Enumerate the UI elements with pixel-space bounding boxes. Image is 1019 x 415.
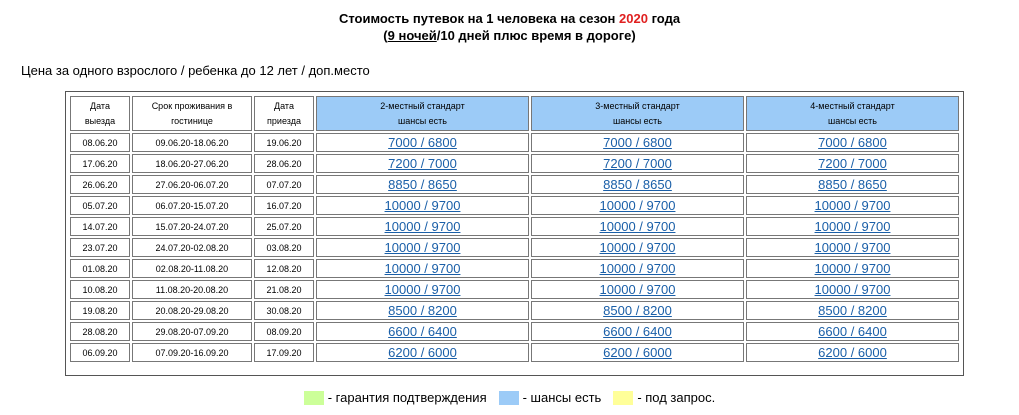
price-link[interactable]: 6600 / 6400 — [603, 324, 672, 339]
arrival-date: 21.08.20 — [254, 280, 314, 299]
table-row — [70, 322, 959, 341]
price-cell — [531, 154, 744, 173]
price-link[interactable]: 7200 / 7000 — [388, 156, 457, 171]
legend-item — [613, 390, 715, 406]
price-link[interactable]: 10000 / 9700 — [599, 219, 676, 234]
arrival-date: 17.09.20 — [254, 343, 314, 362]
price-link[interactable]: 8850 / 8650 — [818, 177, 887, 192]
price-table — [68, 94, 961, 364]
price-link[interactable]: 10000 / 9700 — [599, 240, 676, 255]
price-cell — [531, 238, 744, 257]
departure-date: 28.08.20 — [70, 322, 130, 341]
table-row — [70, 259, 959, 278]
price-cell — [746, 343, 959, 362]
legend-swatch — [304, 391, 324, 405]
price-cell — [746, 154, 959, 173]
departure-date: 10.08.20 — [70, 280, 130, 299]
price-link[interactable]: 8850 / 8650 — [388, 177, 457, 192]
departure-date: 26.06.20 — [70, 175, 130, 194]
header-stay-line1: Срок проживания в — [151, 100, 233, 111]
room-name: 4-местный стандарт — [810, 100, 895, 111]
header-arrival-line2: приезда — [267, 115, 301, 126]
price-link[interactable]: 10000 / 9700 — [814, 282, 891, 297]
stay-period: 24.07.20-02.08.20 — [132, 238, 252, 257]
table-body — [70, 133, 959, 362]
price-cell — [316, 259, 529, 278]
header-room-2 — [316, 96, 529, 131]
price-link[interactable]: 7000 / 6800 — [818, 135, 887, 150]
legend-label: - под запрос. — [637, 389, 716, 405]
departure-date: 06.09.20 — [70, 343, 130, 362]
price-cell — [531, 175, 744, 194]
stay-period: 09.06.20-18.06.20 — [132, 133, 252, 152]
header-stay — [132, 96, 252, 131]
departure-date: 14.07.20 — [70, 217, 130, 236]
table-row — [70, 154, 959, 173]
room-name: 3-местный стандарт — [595, 100, 680, 111]
price-link[interactable]: 6200 / 6000 — [388, 345, 457, 360]
departure-date: 08.06.20 — [70, 133, 130, 152]
arrival-date: 08.09.20 — [254, 322, 314, 341]
price-note: Цена за одного взрослого / ребенка до 12 лет / доп.место — [21, 63, 370, 78]
title-line-2 — [0, 27, 1019, 44]
header-room-3 — [531, 96, 744, 131]
price-link[interactable]: 8500 / 8200 — [603, 303, 672, 318]
price-link[interactable]: 10000 / 9700 — [814, 198, 891, 213]
price-cell — [531, 322, 744, 341]
price-cell — [531, 280, 744, 299]
price-link[interactable]: 8500 / 8200 — [818, 303, 887, 318]
price-link[interactable]: 10000 / 9700 — [814, 261, 891, 276]
price-cell — [531, 343, 744, 362]
title-year: 2020 — [619, 11, 648, 26]
stay-period: 06.07.20-15.07.20 — [132, 196, 252, 215]
price-cell — [316, 175, 529, 194]
departure-date: 23.07.20 — [70, 238, 130, 257]
price-cell — [746, 322, 959, 341]
price-cell — [316, 238, 529, 257]
price-cell — [746, 196, 959, 215]
arrival-date: 19.06.20 — [254, 133, 314, 152]
title-duration: /10 дней плюс время в дороге) — [436, 28, 636, 43]
price-cell — [316, 217, 529, 236]
legend-label: - гарантия подтверждения — [327, 389, 487, 405]
arrival-date: 07.07.20 — [254, 175, 314, 194]
price-cell — [316, 301, 529, 320]
stay-period: 07.09.20-16.09.20 — [132, 343, 252, 362]
departure-date: 01.08.20 — [70, 259, 130, 278]
table-row — [70, 217, 959, 236]
price-cell — [531, 259, 744, 278]
table-row — [70, 343, 959, 362]
price-cell — [746, 238, 959, 257]
stay-period: 27.06.20-06.07.20 — [132, 175, 252, 194]
arrival-date: 16.07.20 — [254, 196, 314, 215]
legend-swatch — [499, 391, 519, 405]
title-nights: 9 ночей — [387, 28, 437, 43]
price-link[interactable]: 6200 / 6000 — [603, 345, 672, 360]
header-arrival-line1: Дата — [274, 100, 294, 111]
price-cell — [746, 175, 959, 194]
price-cell — [746, 133, 959, 152]
stay-period: 02.08.20-11.08.20 — [132, 259, 252, 278]
departure-date: 19.08.20 — [70, 301, 130, 320]
price-link[interactable]: 6600 / 6400 — [818, 324, 887, 339]
price-cell — [316, 154, 529, 173]
price-link[interactable]: 8850 / 8650 — [603, 177, 672, 192]
price-cell — [746, 301, 959, 320]
price-cell — [316, 280, 529, 299]
header-departure — [70, 96, 130, 131]
price-cell — [531, 217, 744, 236]
table-row — [70, 133, 959, 152]
price-cell — [746, 280, 959, 299]
price-link[interactable]: 10000 / 9700 — [384, 219, 461, 234]
table-row — [70, 238, 959, 257]
stay-period: 15.07.20-24.07.20 — [132, 217, 252, 236]
price-link[interactable]: 10000 / 9700 — [384, 261, 461, 276]
price-cell — [316, 322, 529, 341]
price-link[interactable]: 10000 / 9700 — [599, 282, 676, 297]
price-link[interactable]: 10000 / 9700 — [599, 198, 676, 213]
price-cell — [746, 259, 959, 278]
price-link[interactable]: 10000 / 9700 — [384, 198, 461, 213]
legend-swatch — [613, 391, 633, 405]
stay-period: 18.06.20-27.06.20 — [132, 154, 252, 173]
table-row — [70, 175, 959, 194]
price-link[interactable]: 8500 / 8200 — [388, 303, 457, 318]
price-table-frame — [65, 91, 964, 376]
price-link[interactable]: 10000 / 9700 — [599, 261, 676, 276]
header-departure-line2: выезда — [84, 115, 116, 126]
price-link[interactable]: 7200 / 7000 — [818, 156, 887, 171]
price-link[interactable]: 6200 / 6000 — [818, 345, 887, 360]
price-cell — [746, 217, 959, 236]
arrival-date: 03.08.20 — [254, 238, 314, 257]
price-cell — [316, 343, 529, 362]
arrival-date: 30.08.20 — [254, 301, 314, 320]
table-header-row — [70, 96, 959, 131]
room-name: 2-местный стандарт — [380, 100, 465, 111]
stay-period: 20.08.20-29.08.20 — [132, 301, 252, 320]
price-link[interactable]: 10000 / 9700 — [384, 282, 461, 297]
page-title — [0, 10, 1019, 44]
legend-item — [304, 390, 487, 406]
legend-label: - шансы есть — [522, 389, 602, 405]
price-link[interactable]: 7000 / 6800 — [603, 135, 672, 150]
price-cell — [531, 196, 744, 215]
header-departure-line1: Дата — [90, 100, 110, 111]
price-link[interactable]: 10000 / 9700 — [384, 240, 461, 255]
header-room-4 — [746, 96, 959, 131]
table-row — [70, 301, 959, 320]
table-row — [70, 280, 959, 299]
title-text: Стоимость путевок на 1 человека на сезон — [338, 11, 620, 26]
room-status: шансы есть — [398, 115, 447, 126]
price-link[interactable]: 10000 / 9700 — [814, 219, 891, 234]
price-link[interactable]: 10000 / 9700 — [814, 240, 891, 255]
room-status: шансы есть — [828, 115, 877, 126]
room-status: шансы есть — [613, 115, 662, 126]
title-paren: ( — [383, 28, 388, 43]
price-link[interactable]: 7000 / 6800 — [388, 135, 457, 150]
price-link[interactable]: 7200 / 7000 — [603, 156, 672, 171]
title-line-1 — [0, 10, 1019, 27]
legend — [0, 389, 1019, 405]
table-row — [70, 196, 959, 215]
price-cell — [531, 301, 744, 320]
price-cell — [531, 133, 744, 152]
departure-date: 17.06.20 — [70, 154, 130, 173]
arrival-date: 12.08.20 — [254, 259, 314, 278]
arrival-date: 25.07.20 — [254, 217, 314, 236]
stay-period: 11.08.20-20.08.20 — [132, 280, 252, 299]
stay-period: 29.08.20-07.09.20 — [132, 322, 252, 341]
departure-date: 05.07.20 — [70, 196, 130, 215]
legend-item — [499, 390, 602, 406]
price-cell — [316, 133, 529, 152]
price-link[interactable]: 6600 / 6400 — [388, 324, 457, 339]
header-stay-line2: гостинице — [171, 115, 213, 126]
title-suffix: года — [647, 11, 681, 26]
price-cell — [316, 196, 529, 215]
header-arrival — [254, 96, 314, 131]
arrival-date: 28.06.20 — [254, 154, 314, 173]
